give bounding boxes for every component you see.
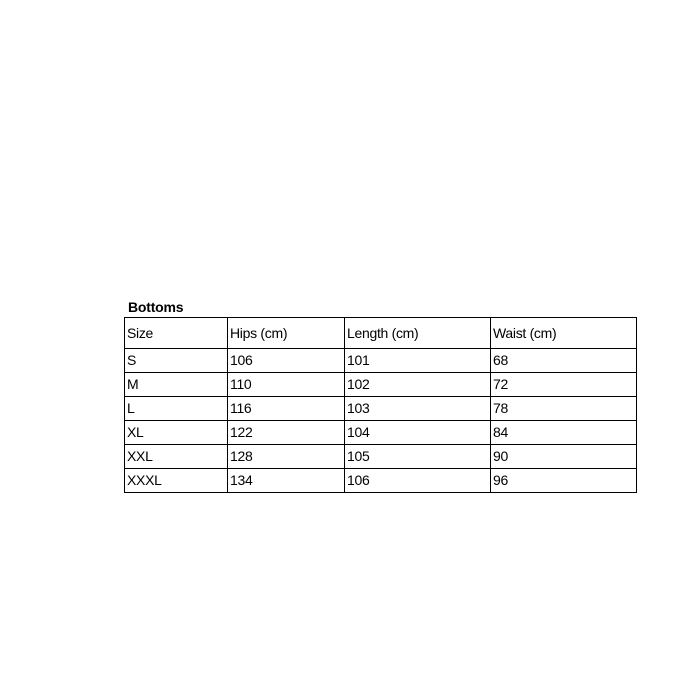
cell-size: M — [125, 373, 228, 397]
cell-length: 105 — [345, 445, 491, 469]
cell-size: XXXL — [125, 469, 228, 493]
cell-size: L — [125, 397, 228, 421]
cell-size: S — [125, 349, 228, 373]
cell-hips: 116 — [228, 397, 345, 421]
table-row — [125, 349, 637, 373]
cell-hips: 128 — [228, 445, 345, 469]
cell-length: 106 — [345, 469, 491, 493]
header-cell-size: Size — [125, 318, 228, 349]
header-row — [125, 318, 637, 349]
table-row — [125, 373, 637, 397]
cell-hips: 134 — [228, 469, 345, 493]
header-cell-length: Length (cm) — [345, 318, 491, 349]
cell-waist: 96 — [491, 469, 637, 493]
cell-hips: 122 — [228, 421, 345, 445]
cell-hips: 110 — [228, 373, 345, 397]
header-cell-waist: Waist (cm) — [491, 318, 637, 349]
cell-length: 101 — [345, 349, 491, 373]
table-row — [125, 397, 637, 421]
cell-size: XL — [125, 421, 228, 445]
table-row — [125, 445, 637, 469]
cell-waist: 72 — [491, 373, 637, 397]
cell-waist: 78 — [491, 397, 637, 421]
cell-length: 104 — [345, 421, 491, 445]
header-cell-hips: Hips (cm) — [228, 318, 345, 349]
cell-size: XXL — [125, 445, 228, 469]
cell-waist: 90 — [491, 445, 637, 469]
table-row — [125, 469, 637, 493]
size-chart-table — [124, 317, 637, 493]
cell-length: 102 — [345, 373, 491, 397]
cell-length: 103 — [345, 397, 491, 421]
cell-waist: 84 — [491, 421, 637, 445]
table-title: Bottoms — [128, 299, 184, 315]
cell-waist: 68 — [491, 349, 637, 373]
cell-hips: 106 — [228, 349, 345, 373]
table-row — [125, 421, 637, 445]
